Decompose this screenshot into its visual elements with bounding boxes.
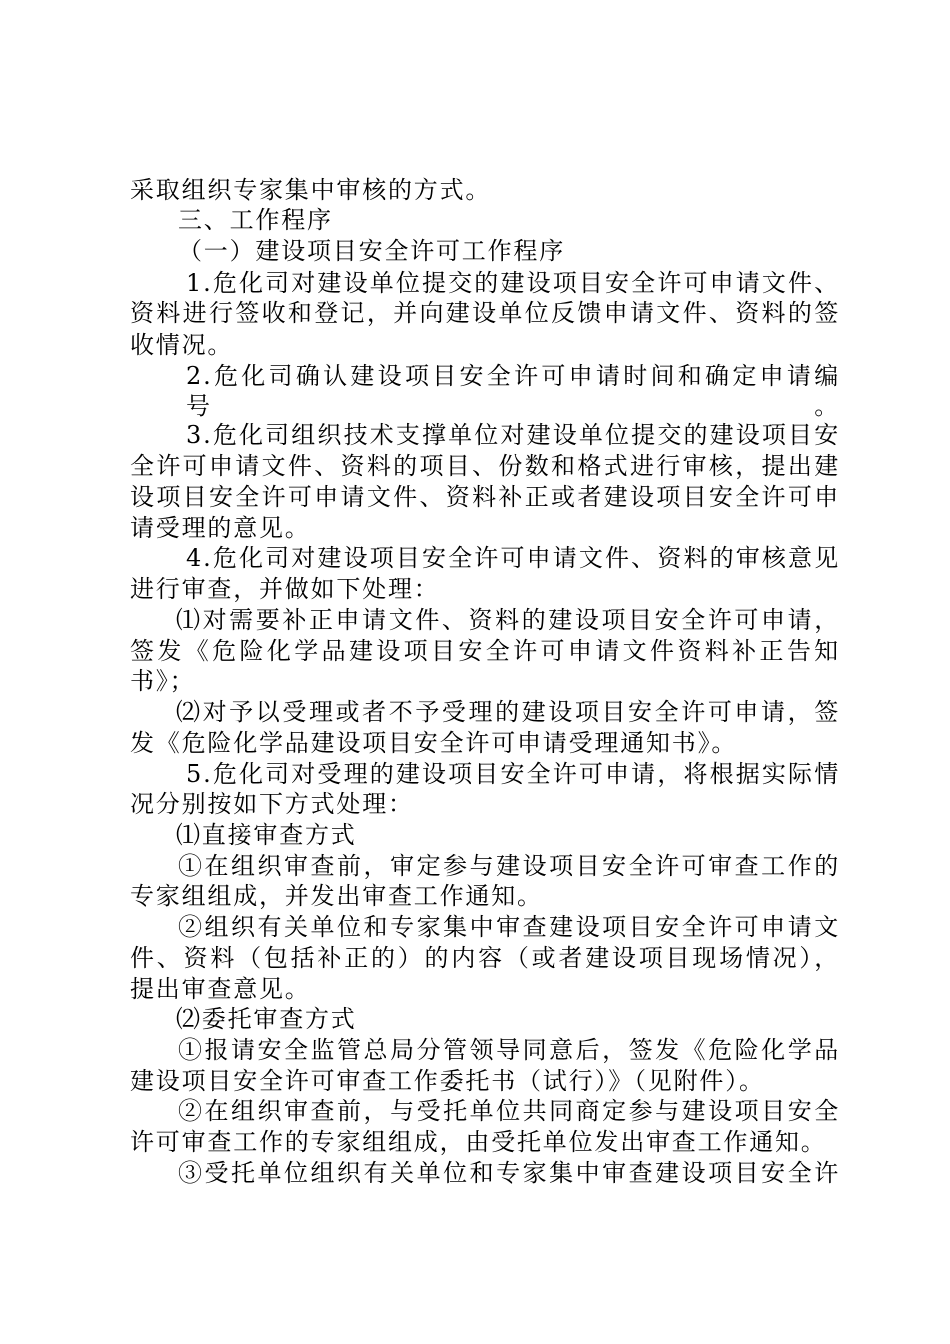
item-4-line-1: 4.危化司对建设项目安全许可申请文件、资料的审核意见 [186,544,840,572]
subsection-heading: （一）建设项目安全许可工作程序 [178,237,565,265]
item-1-line-1: 1.危化司对建设单位提交的建设项目安全许可申请文件、 [186,269,840,297]
method-1-step-1-line-2: 专家组组成，并发出审查工作通知。 [130,882,543,910]
subitem-4-1-line-3: 书》； [130,667,196,695]
method-1-step-2-line-1: ②组织有关单位和专家集中审查建设项目安全许可申请文 [178,913,840,941]
method-2-step-3-line-1: ③受托单位组织有关单位和专家集中审查建设项目安全许 [178,1159,840,1187]
subitem-4-2-line-1: ⑵对予以受理或者不予受理的建设项目安全许可申请，签 [176,698,840,726]
item-4-line-2: 进行审查，并做如下处理： [130,575,440,603]
subitem-4-1-line-2: 签发《危险化学品建设项目安全许可申请文件资料补正告知 [130,637,840,665]
method-2-step-1-line-2: 建设项目安全许可审查工作委托书（试行）》（见附件）。 [130,1067,765,1095]
item-3-line-1: 3.危化司组织技术支撑单位对建设单位提交的建设项目安 [186,421,840,449]
method-2-step-2-line-1: ②在组织审查前，与受托单位共同商定参与建设项目安全 [178,1097,840,1125]
item-3-line-4: 请受理的意见。 [130,514,311,542]
item-3-line-2: 全许可申请文件、资料的项目、份数和格式进行审核，提出建 [130,452,840,480]
item-5-line-2: 况分别按如下方式处理： [130,790,414,818]
method-1-step-1-line-1: ①在组织审查前，审定参与建设项目安全许可审查工作的 [178,852,840,880]
method-2-step-2-line-2: 许可审查工作的专家组组成，由受托单位发出审查工作通知。 [130,1128,827,1156]
item-3-line-3: 设项目安全许可申请文件、资料补正或者建设项目安全许可申 [130,483,840,511]
item-2-line-1: 2.危化司确认建设项目安全许可申请时间和确定申请编号。 [186,362,840,420]
method-2-step-1-line-1: ①报请安全监管总局分管领导同意后，签发《危险化学品 [178,1036,840,1064]
item-1-line-2: 资料进行签收和登记，并向建设单位反馈申请文件、资料的签 [130,299,840,327]
subitem-4-1-line-1: ⑴对需要补正申请文件、资料的建设项目安全许可申请， [176,606,840,634]
method-2-heading: ⑵委托审查方式 [176,1005,357,1033]
method-1-heading: ⑴直接审查方式 [176,821,357,849]
method-1-step-2-line-2: 件、资料（包括补正的）的内容（或者建设项目现场情况）， [130,944,840,972]
item-5-line-1: 5.危化司对受理的建设项目安全许可申请，将根据实际情 [186,760,840,788]
section-heading: 三、工作程序 [178,206,333,234]
item-1-line-3: 收情况。 [130,331,234,359]
body-line-1: 采取组织专家集中审核的方式。 [130,176,492,204]
method-1-step-2-line-3: 提出审查意见。 [130,975,311,1003]
subitem-4-2-line-2: 发《危险化学品建设项目安全许可申请受理通知书》。 [130,729,738,757]
